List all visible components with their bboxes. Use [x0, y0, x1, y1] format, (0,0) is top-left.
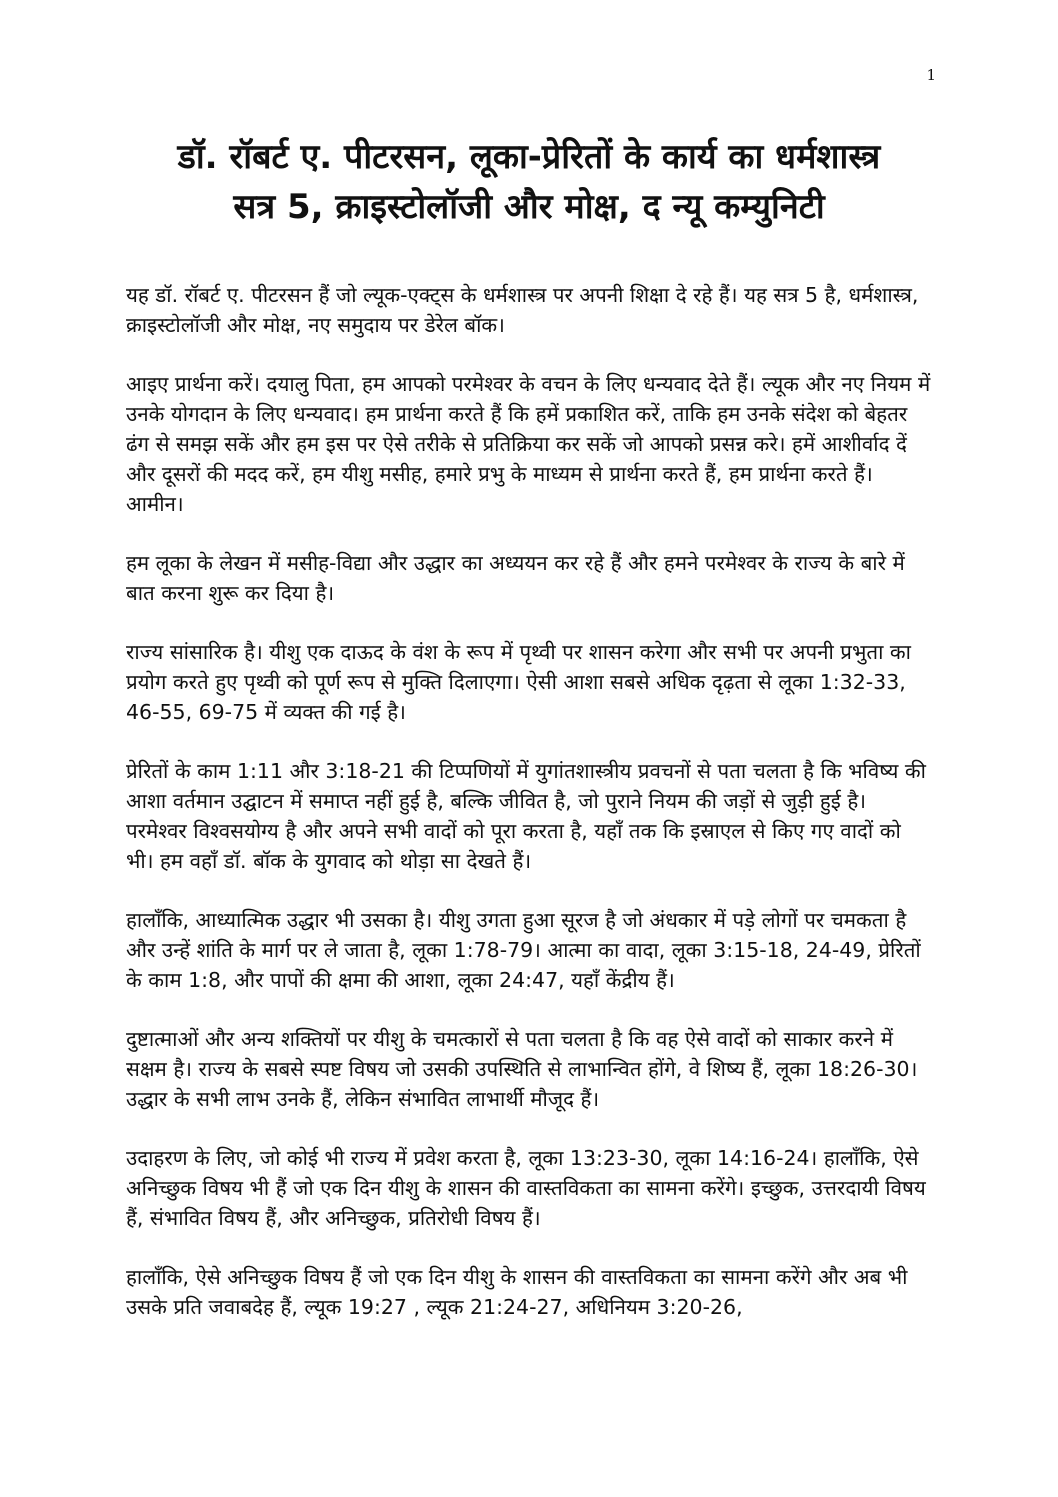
paragraph: यह डॉ. रॉबर्ट ए. पीटरसन हैं जो ल्यूक-एक्ट्स के धर्मशास्त्र पर अपनी शिक्षा दे रहे हैं। यह सत्र 5 है, धर्मशास्त्र, क्राइस्टोलॉजी और मोक्ष, नए समुदाय पर डेरेल बॉक।: [126, 283, 919, 337]
paragraph: राज्य सांसारिक है। यीशु एक दाऊद के वंश के रूप में पृथ्वी पर शासन करेगा और सभी पर अपनी प्रभुता का प्रयोग करते हुए पृथ्वी को पूर्ण रूप से मुक्ति दिलाएगा। ऐसी आशा सबसे अधिक दृढ़ता से लूका 1:32-33, 46-55, 69-75 में व्यक्त की गई है।: [126, 640, 911, 724]
document-title: [90, 132, 968, 232]
title-line-1: डॉ. रॉबर्ट ए. पीटरसन, लूका-प्रेरितों के कार्य का धर्मशास्त्र: [177, 137, 881, 177]
paragraph: उदाहरण के लिए, जो कोई भी राज्य में प्रवेश करता है, लूका 13:23-30, लूका 14:16-24। हालाँकि, ऐसे अनिच्छुक विषय भी हैं जो एक दिन यीशु के शासन की वास्तविकता का सामना करेंगे। इच्छुक, उत्तरदायी विषय हैं, संभावित विषय हैं, और अनिच्छुक, प्रतिरोधी विषय हैं।: [126, 1146, 926, 1230]
page-number: 1: [926, 66, 936, 84]
paragraph: प्रेरितों के काम 1:11 और 3:18-21 की टिप्पणियों में युगांतशास्त्रीय प्रवचनों से पता चलता है कि भविष्य की आशा वर्तमान उद्घाटन में समाप्त नहीं हुई है, बल्कि जीवित है, जो पुराने नियम की जड़ों से जुड़ी हुई है। परमेश्वर विश्वसयोग्य है और अपने सभी वादों को पूरा करता है, यहाँ तक कि इस्राएल से किए गए वादों को भी। हम वहाँ डॉ. बॉक के युगवाद को थोड़ा सा देखते हैं।: [126, 759, 926, 873]
paragraph: हालाँकि, आध्यात्मिक उद्धार भी उसका है। यीशु उगता हुआ सूरज है जो अंधकार में पड़े लोगों पर चमकता है और उन्हें शांति के मार्ग पर ले जाता है, लूका 1:78-79। आत्मा का वादा, लूका 3:15-18, 24-49, प्रेरितों के काम 1:8, और पापों की क्षमा की आशा, लूका 24:47, यहाँ केंद्रीय हैं।: [126, 908, 921, 992]
paragraph: आइए प्रार्थना करें। दयालु पिता, हम आपको परमेश्वर के वचन के लिए धन्यवाद देते हैं। ल्यूक और नए नियम में उनके योगदान के लिए धन्यवाद। हम प्रार्थना करते हैं कि हमें प्रकाशित करें, ताकि हम उनके संदेश को बेहतर ढंग से समझ सकें और हम इस पर ऐसे तरीके से प्रतिक्रिया कर सकें जो आपको प्रसन्न करे। हमें आशीर्वाद दें और दूसरों की मदद करें, हम यीशु मसीह, हमारे प्रभु के माध्यम से प्रार्थना करते हैं, हम प्रार्थना करते हैं। आमीन।: [126, 372, 931, 516]
paragraph: हालाँकि, ऐसे अनिच्छुक विषय हैं जो एक दिन यीशु के शासन की वास्तविकता का सामना करेंगे और अब भी उसके प्रति जवाबदेह हैं, ल्यूक 19:27 , ल्यूक 21:24-27, अधिनियम 3:20-26,: [126, 1265, 908, 1319]
title-line-2: सत्र 5, क्राइस्टोलॉजी और मोक्ष, द न्यू कम्युनिटी: [233, 187, 825, 227]
paragraph: दुष्टात्माओं और अन्य शक्तियों पर यीशु के चमत्कारों से पता चलता है कि वह ऐसे वादों को साकार करने में सक्षम है। राज्य के सबसे स्पष्ट विषय जो उसकी उपस्थिति से लाभान्वित होंगे, वे शिष्य हैं, लूका 18:26-30। उद्धार के सभी लाभ उनके हैं, लेकिन संभावित लाभार्थी मौजूद हैं।: [126, 1027, 918, 1111]
document-body: [126, 280, 932, 1351]
paragraph: हम लूका के लेखन में मसीह-विद्या और उद्धार का अध्ययन कर रहे हैं और हमने परमेश्वर के राज्य के बारे में बात करना शुरू कर दिया है।: [126, 551, 905, 605]
